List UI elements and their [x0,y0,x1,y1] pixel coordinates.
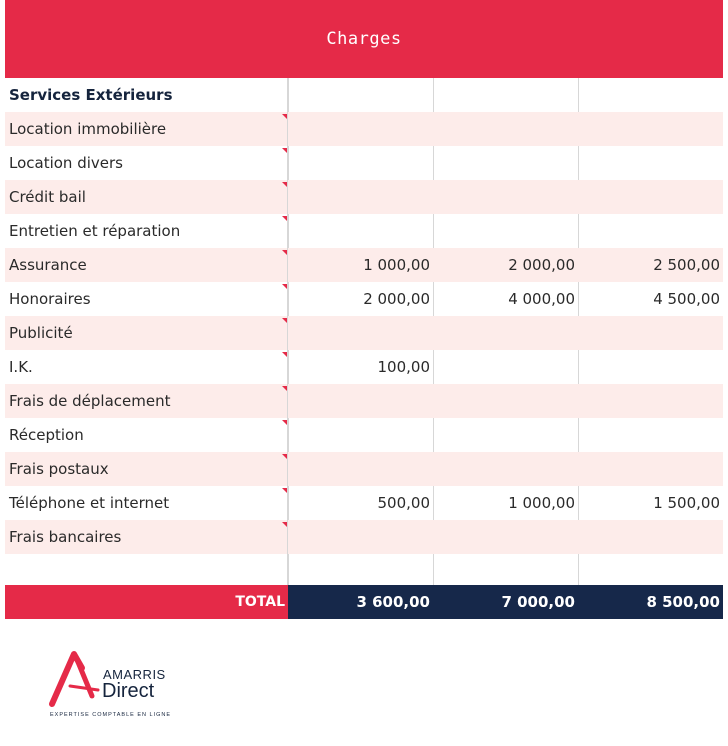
value-cell[interactable]: 4 000,00 [433,282,578,316]
total-value: 8 500,00 [578,585,723,619]
value-cell[interactable] [433,418,578,452]
value-cell[interactable] [288,554,433,588]
value-cell[interactable] [288,316,433,350]
table-row [5,384,723,418]
comment-flag-icon [282,114,287,119]
row-label[interactable]: Frais bancaires [5,520,288,554]
table-row [5,486,723,520]
value-cell[interactable] [288,418,433,452]
value-cell[interactable] [433,112,578,146]
comment-flag-icon [282,148,287,153]
value-cell[interactable] [288,384,433,418]
table-row [5,316,723,350]
row-label[interactable]: Location divers [5,146,288,180]
table-row [5,112,723,146]
table-row [5,520,723,554]
comment-flag-icon [282,216,287,221]
amarris-logo [48,650,198,730]
value-cell[interactable] [578,214,723,248]
value-cell[interactable]: 100,00 [288,350,433,384]
comment-flag-icon [282,182,287,187]
value-cell[interactable] [433,554,578,588]
comment-flag-icon [282,352,287,357]
charges-table [5,78,723,588]
total-value: 7 000,00 [433,585,578,619]
comment-flag-icon [282,386,287,391]
value-cell[interactable] [433,180,578,214]
row-label[interactable]: Services Extérieurs [5,78,288,112]
value-cell[interactable] [288,112,433,146]
value-cell[interactable] [288,520,433,554]
value-cell[interactable] [578,452,723,486]
table-row [5,78,723,112]
table-row [5,282,723,316]
comment-flag-icon [282,420,287,425]
value-cell[interactable] [288,146,433,180]
total-label: TOTAL [5,585,288,619]
value-cell[interactable]: 4 500,00 [578,282,723,316]
row-label[interactable]: Publicité [5,316,288,350]
value-cell[interactable]: 2 000,00 [508,256,575,274]
row-label[interactable]: Location immobilière [5,112,288,146]
row-label[interactable]: Frais de déplacement [5,384,288,418]
value-cell[interactable] [578,520,723,554]
value-cell[interactable] [288,78,433,112]
logo-line1: AMARRIS [103,667,166,682]
value-cell[interactable] [288,452,433,486]
comment-flag-icon [282,250,287,255]
charges-header [5,0,723,78]
row-label[interactable]: I.K. [5,350,288,384]
value-cell[interactable]: 1 500,00 [578,486,723,520]
table-row [5,214,723,248]
value-cell[interactable]: 1 000,00 [433,486,578,520]
value-cell[interactable] [433,452,578,486]
value-cell[interactable] [433,78,578,112]
row-label[interactable]: Crédit bail [5,180,288,214]
row-label[interactable]: Réception [5,418,288,452]
table-row [5,418,723,452]
table-row [5,350,723,384]
total-row [5,585,723,619]
value-cell[interactable]: 1 000,00 [363,256,430,274]
value-cell[interactable] [578,350,723,384]
value-cell[interactable] [578,78,723,112]
value-cell[interactable] [433,316,578,350]
value-cell[interactable] [433,146,578,180]
value-cell[interactable] [578,316,723,350]
value-cell[interactable] [433,350,578,384]
row-label[interactable]: Entretien et réparation [5,214,288,248]
value-cell[interactable] [578,112,723,146]
value-cell[interactable] [433,520,578,554]
row-label[interactable]: Honoraires [5,282,288,316]
comment-flag-icon [282,522,287,527]
table-row [5,452,723,486]
value-cell[interactable] [578,554,723,588]
table-row [5,248,723,282]
table-row [5,146,723,180]
comment-flag-icon [282,318,287,323]
value-cell[interactable] [578,180,723,214]
value-cell[interactable] [433,214,578,248]
value-cell[interactable] [288,180,433,214]
value-cell[interactable] [433,384,578,418]
value-cell[interactable]: 2 500,00 [653,256,720,274]
table-row [5,180,723,214]
value-cell[interactable]: 500,00 [288,486,433,520]
value-cell[interactable] [578,418,723,452]
value-cell[interactable] [578,384,723,418]
row-label[interactable]: Téléphone et internet [5,486,288,520]
value-cell[interactable] [578,146,723,180]
value-cell[interactable] [288,214,433,248]
logo-line2: Direct [102,680,155,702]
table-row [5,554,723,588]
row-label[interactable] [5,554,288,588]
comment-flag-icon [282,454,287,459]
total-value: 3 600,00 [288,585,433,619]
comment-flag-icon [282,284,287,289]
comment-flag-icon [282,488,287,493]
logo-tagline: EXPERTISE COMPTABLE EN LIGNE [50,712,172,718]
row-label[interactable]: Frais postaux [5,452,288,486]
header-title: Charges [326,29,402,49]
row-label[interactable]: Assurance [5,248,288,282]
value-cell[interactable]: 2 000,00 [288,282,433,316]
